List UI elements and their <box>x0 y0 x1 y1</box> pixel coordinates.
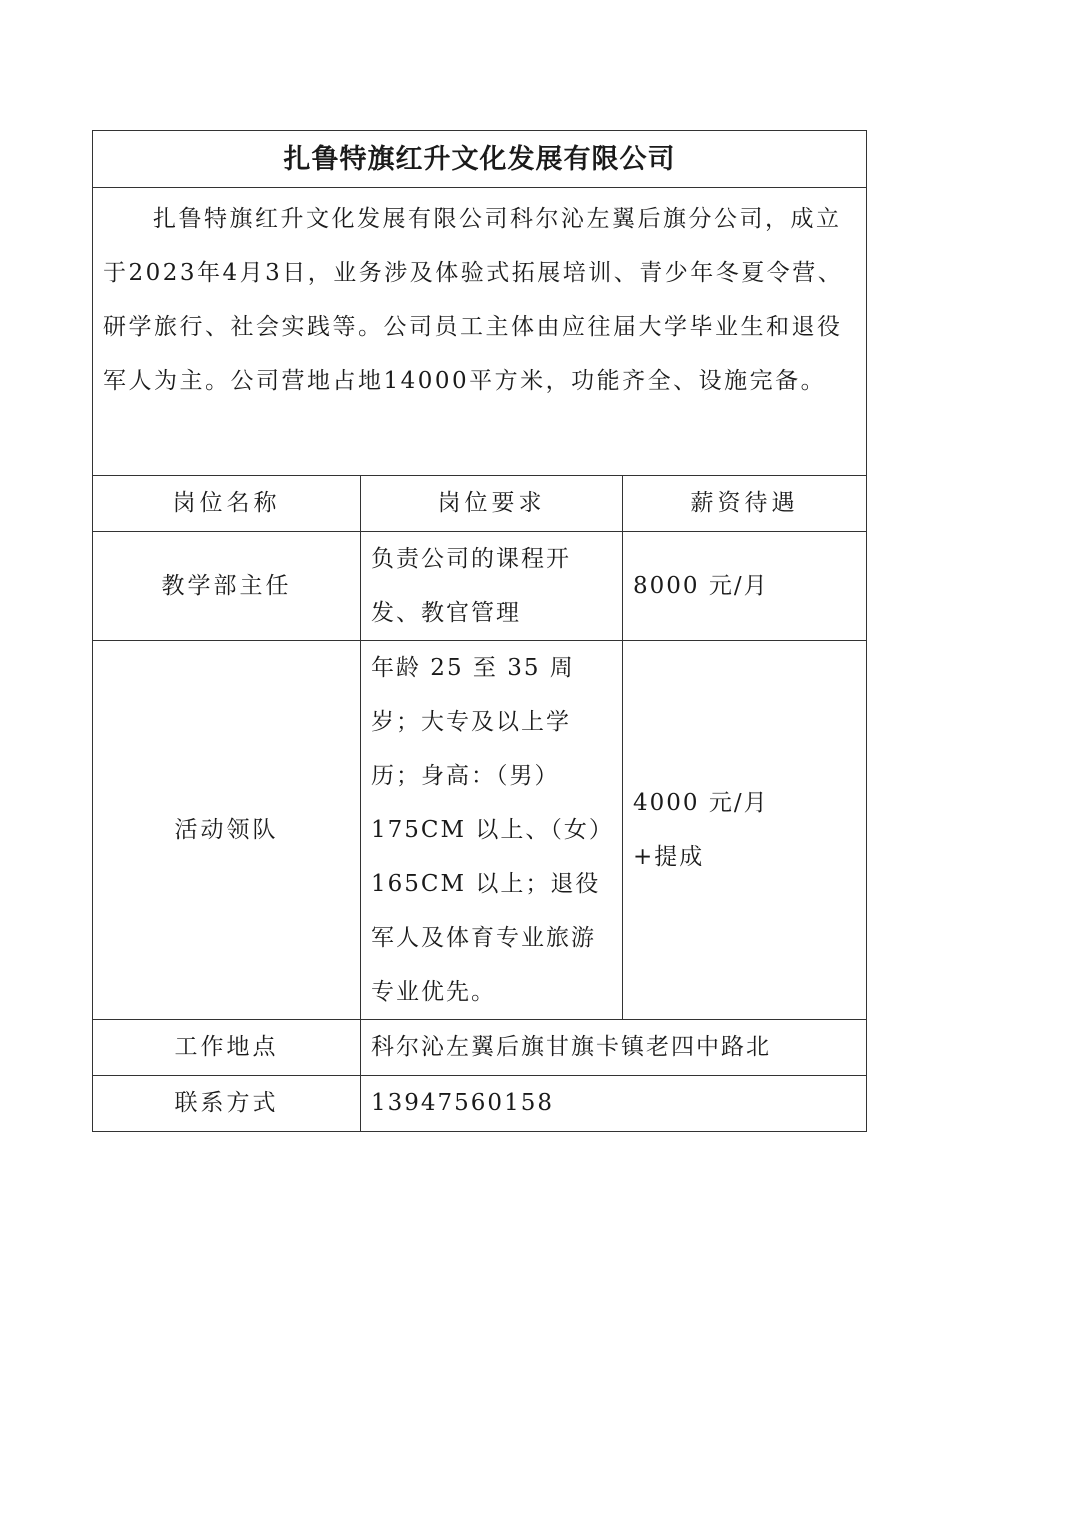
header-salary: 薪资待遇 <box>623 476 867 532</box>
position-requirements <box>361 641 623 1020</box>
contact-label: 联系方式 <box>93 1076 361 1132</box>
salary-bonus: +提成 <box>633 844 705 870</box>
requirements-text: 负责公司的课程开发、教官管理 <box>371 546 571 626</box>
salary-base: 4000 元/月 <box>633 790 769 816</box>
company-title: 扎鲁特旗红升文化发展有限公司 <box>93 131 867 188</box>
position-salary: 8000 元/月 <box>623 532 867 641</box>
recruitment-table <box>92 130 867 1132</box>
table-row <box>93 1020 867 1076</box>
position-requirements <box>361 532 623 641</box>
position-name: 活动领队 <box>93 641 361 1020</box>
header-requirements: 岗位要求 <box>361 476 623 532</box>
company-intro: 扎鲁特旗红升文化发展有限公司科尔沁左翼后旗分公司，成立于2023年4月3日，业务涉及体验式拓展培训、青少年冬夏令营、研学旅行、社会实践等。公司员工主体由应往届大学毕业生和退役军人为主。公司营地占地14000平方米，功能齐全、设施完备。 <box>93 188 867 476</box>
header-position: 岗位名称 <box>93 476 361 532</box>
position-salary <box>623 641 867 1020</box>
location-value: 科尔沁左翼后旗甘旗卡镇老四中路北 <box>361 1020 867 1076</box>
table-row <box>93 532 867 641</box>
table-row <box>93 641 867 1020</box>
requirements-text: 年龄 25 至 35 周岁；大专及以上学历；身高：（男）175CM 以上、（女）165CM 以上；退役军人及体育专业旅游专业优先。 <box>371 655 614 1005</box>
contact-value: 13947560158 <box>361 1076 867 1132</box>
position-name: 教学部主任 <box>93 532 361 641</box>
table-row <box>93 1076 867 1132</box>
location-label: 工作地点 <box>93 1020 361 1076</box>
